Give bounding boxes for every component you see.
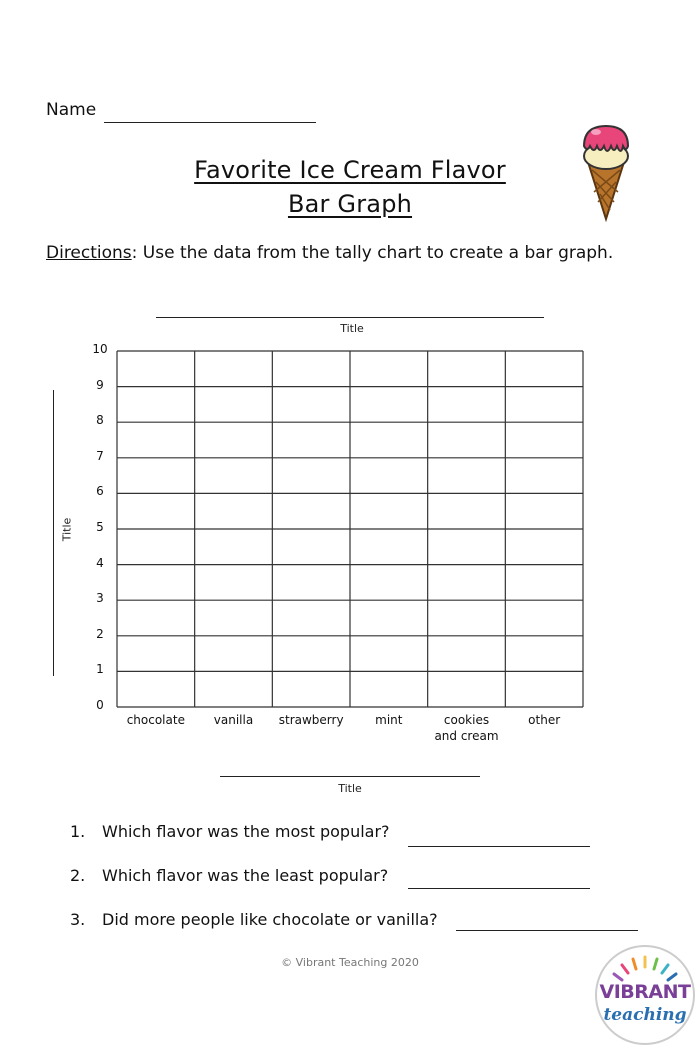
question-1-number: 1. <box>70 822 86 841</box>
x-category-label: cookies and cream <box>434 713 499 743</box>
y-tick-label: 0 <box>96 698 104 712</box>
x-axis-title-label: Title <box>338 782 362 795</box>
y-axis-title-label: Title <box>60 517 74 542</box>
y-tick-label: 7 <box>96 448 104 463</box>
directions <box>46 243 613 263</box>
x-axis-title-line[interactable] <box>220 776 480 777</box>
logo-text-bottom: teaching <box>603 1005 687 1025</box>
x-category-label: strawberry <box>278 713 344 727</box>
bar-graph-grid[interactable] <box>110 345 590 715</box>
question-3-text: Did more people like chocolate or vanilla? <box>102 910 438 929</box>
vibrant-teaching-logo <box>593 943 697 1047</box>
x-category-label: chocolate <box>126 713 185 727</box>
y-axis-title-line[interactable] <box>53 390 54 676</box>
directions-text: : Use the data from the tally chart to create a bar graph. <box>131 243 614 263</box>
question-1-answer-line[interactable] <box>408 846 590 847</box>
ice-cream-cone-icon <box>578 122 634 222</box>
copyright-text: © Vibrant Teaching 2020 <box>281 956 419 969</box>
x-category-label: vanilla <box>213 713 254 727</box>
worksheet-subtitle: Bar Graph <box>287 190 413 218</box>
name-field[interactable] <box>104 122 316 123</box>
y-tick-label: 8 <box>96 413 104 428</box>
name-label: Name <box>46 100 97 120</box>
y-tick-label: 10 <box>92 342 108 356</box>
y-tick-label: 5 <box>96 520 104 534</box>
x-category-label: mint <box>375 713 403 727</box>
chart-title-label: Title <box>340 322 364 335</box>
question-3-answer-line[interactable] <box>456 930 638 931</box>
y-tick-label: 9 <box>96 377 104 392</box>
y-tick-label: 2 <box>96 626 104 641</box>
question-2-text: Which flavor was the least popular? <box>102 866 389 885</box>
worksheet-title: Favorite Ice Cream Flavor <box>194 156 506 184</box>
question-1-text: Which flavor was the most popular? <box>102 822 390 841</box>
directions-label: Directions <box>46 243 132 263</box>
y-tick-label: 3 <box>96 591 104 606</box>
y-tick-label: 6 <box>96 484 104 499</box>
question-2-number: 2. <box>70 866 86 885</box>
y-tick-label: 4 <box>96 555 104 570</box>
chart-title-line[interactable] <box>156 317 544 318</box>
y-tick-label: 1 <box>96 662 104 677</box>
x-category-label: other <box>528 713 561 727</box>
logo-text-top: VIBRANT <box>599 981 691 1003</box>
question-3-number: 3. <box>70 910 86 929</box>
question-2-answer-line[interactable] <box>408 888 590 889</box>
